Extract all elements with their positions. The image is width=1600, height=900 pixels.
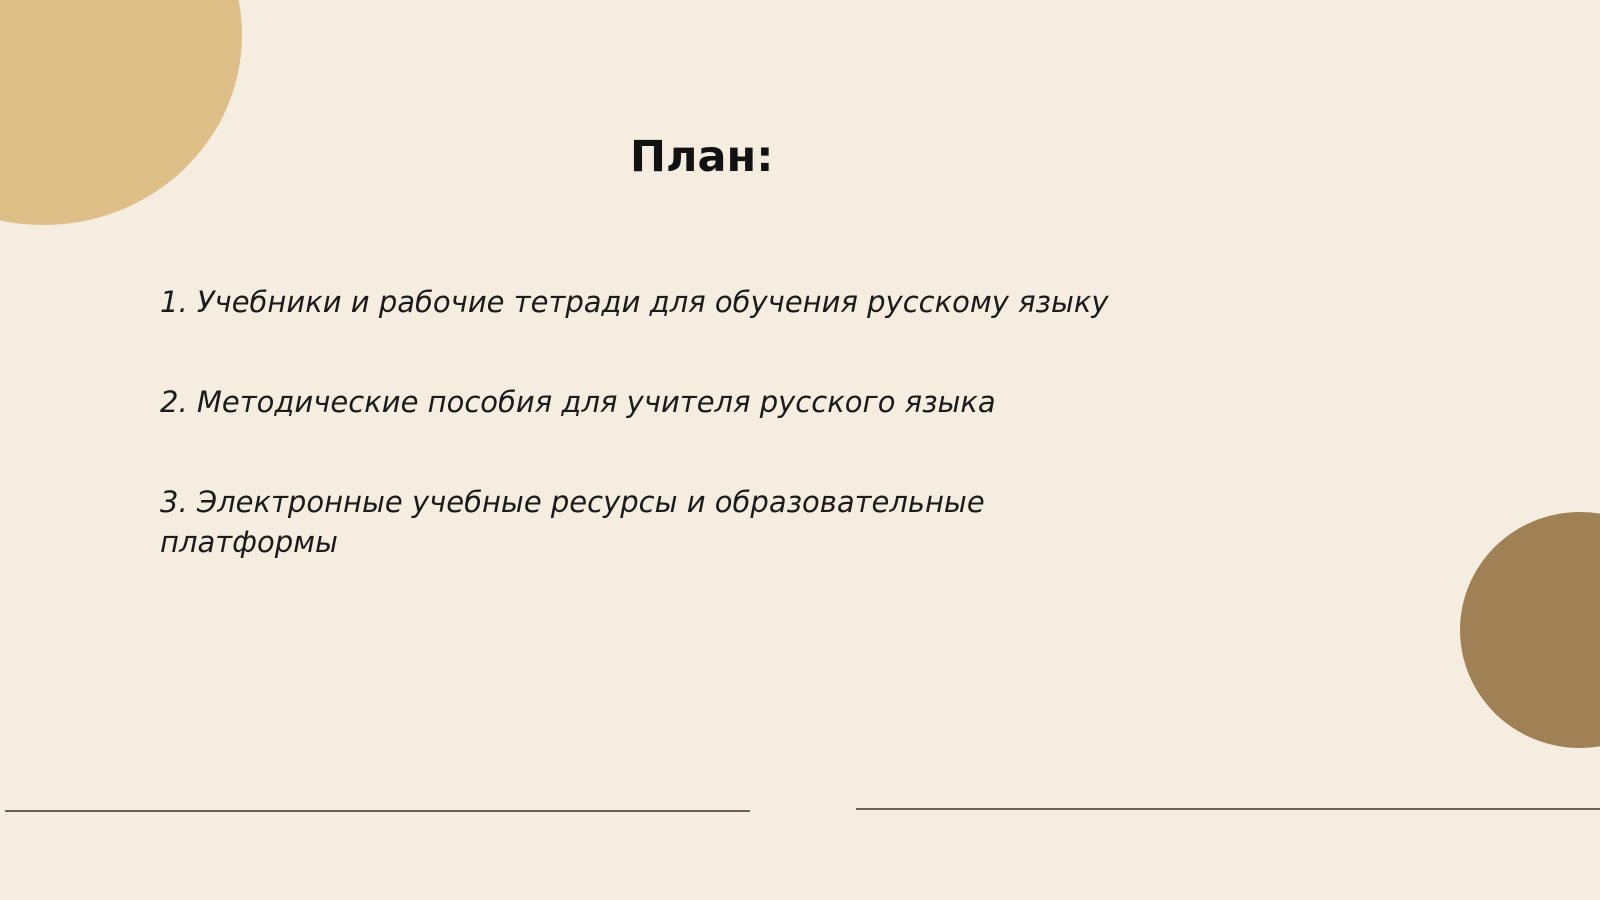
decorative-circle-top-left xyxy=(0,0,242,225)
plan-item-2: 2. Методические пособия для учителя русского языка xyxy=(160,385,996,419)
divider-left xyxy=(5,810,750,812)
decorative-circle-right xyxy=(1460,512,1600,748)
slide-title: План: xyxy=(630,132,774,182)
plan-item-1: 1. Учебники и рабочие тетради для обучения русскому языку xyxy=(160,285,1109,319)
plan-list xyxy=(160,282,1140,622)
plan-item-3: 3. Электронные учебные ресурсы и образовательные платформы xyxy=(160,485,985,559)
divider-right xyxy=(856,808,1600,810)
